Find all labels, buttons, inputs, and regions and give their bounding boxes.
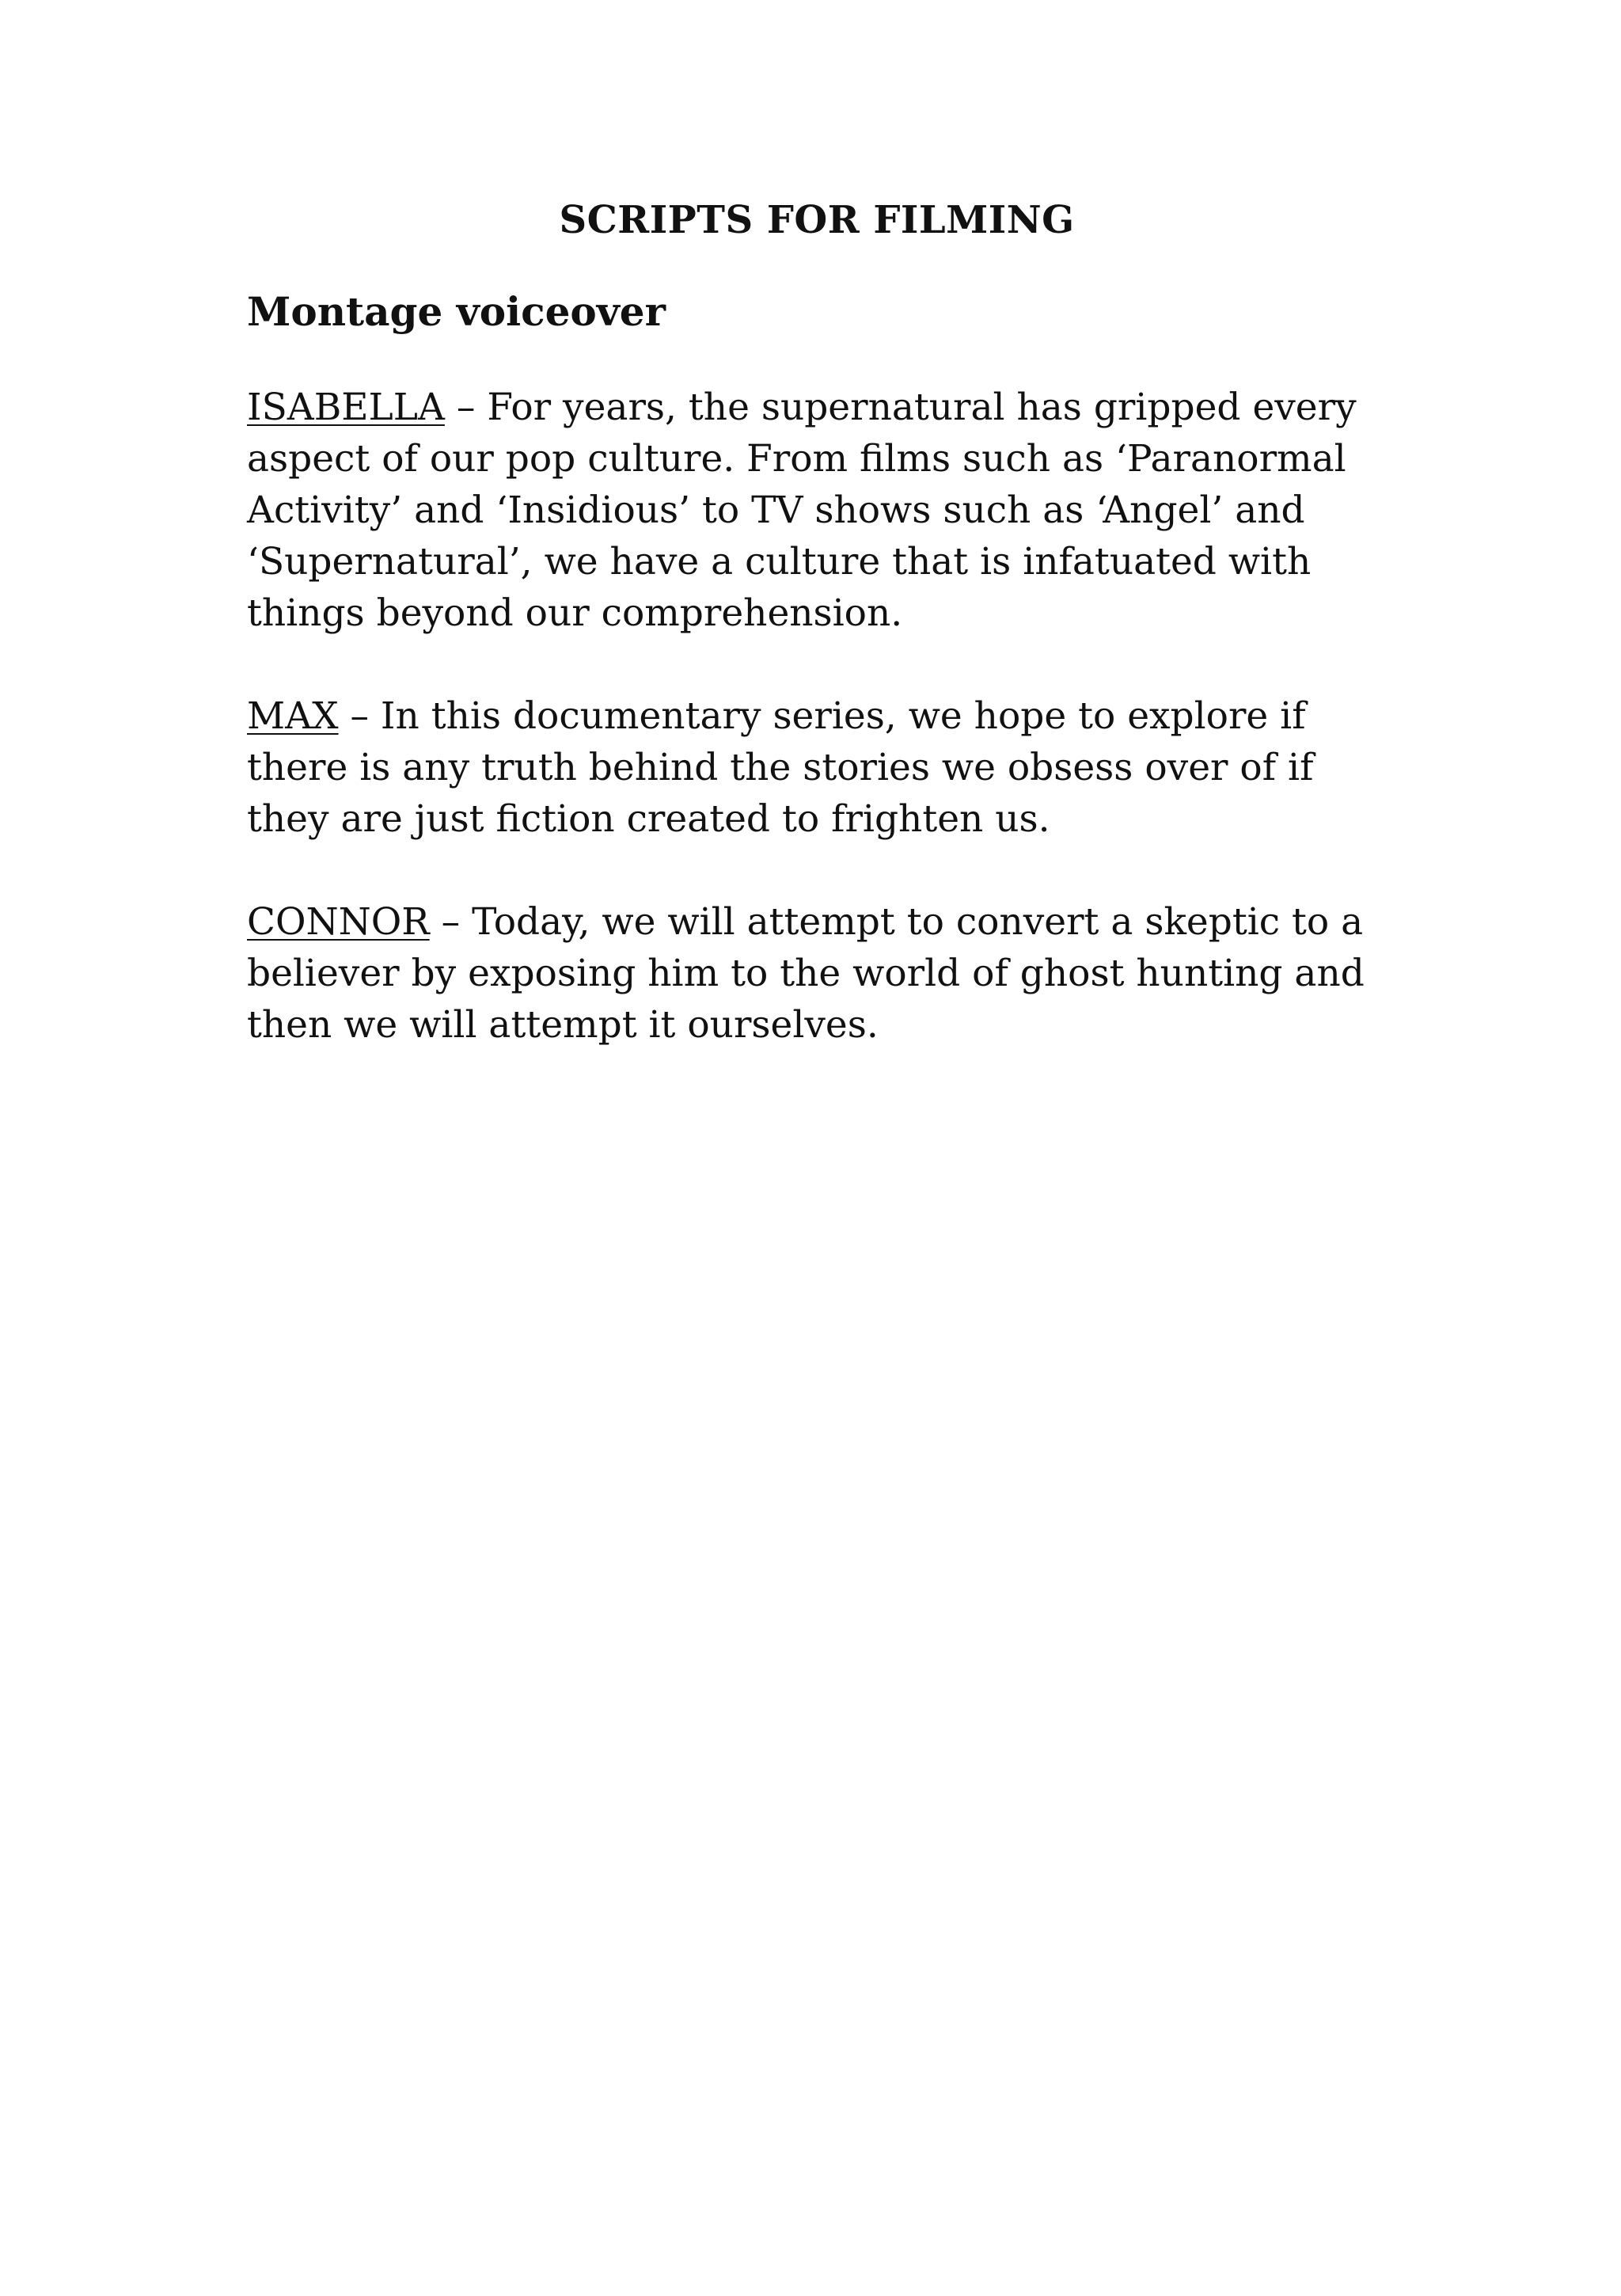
script-line-isabella [247, 382, 1387, 639]
speaker-name: ISABELLA [247, 385, 445, 429]
document-title: SCRIPTS FOR FILMING [559, 198, 1075, 242]
speaker-name: MAX [247, 694, 339, 738]
speaker-separator: – [429, 899, 473, 944]
script-line-connor [247, 896, 1387, 1051]
script-line-max [247, 690, 1387, 845]
section-heading: Montage voiceover [247, 287, 666, 335]
document-body [247, 198, 1387, 1102]
speaker-name: CONNOR [247, 899, 430, 944]
script-line-text: For years, the supernatural has gripped every aspect of our pop culture. From films such as ‘Paranormal Activity’ and ‘Insidious’ to TV shows such as ‘Angel’ and ‘Supernatural’, we have a culture that is infatuated with things beyond our comprehension. [247, 385, 1357, 635]
speaker-separator: – [444, 385, 488, 429]
script-line-text: Today, we will attempt to convert a skeptic to a believer by exposing him to the world of ghost hunting and then we will attempt it ourselves. [247, 899, 1365, 1047]
script-line-text: In this documentary series, we hope to explore if there is any truth behind the stories we obsess over of if they are just fiction created to frighten us. [247, 694, 1314, 841]
speaker-separator: – [338, 694, 381, 738]
